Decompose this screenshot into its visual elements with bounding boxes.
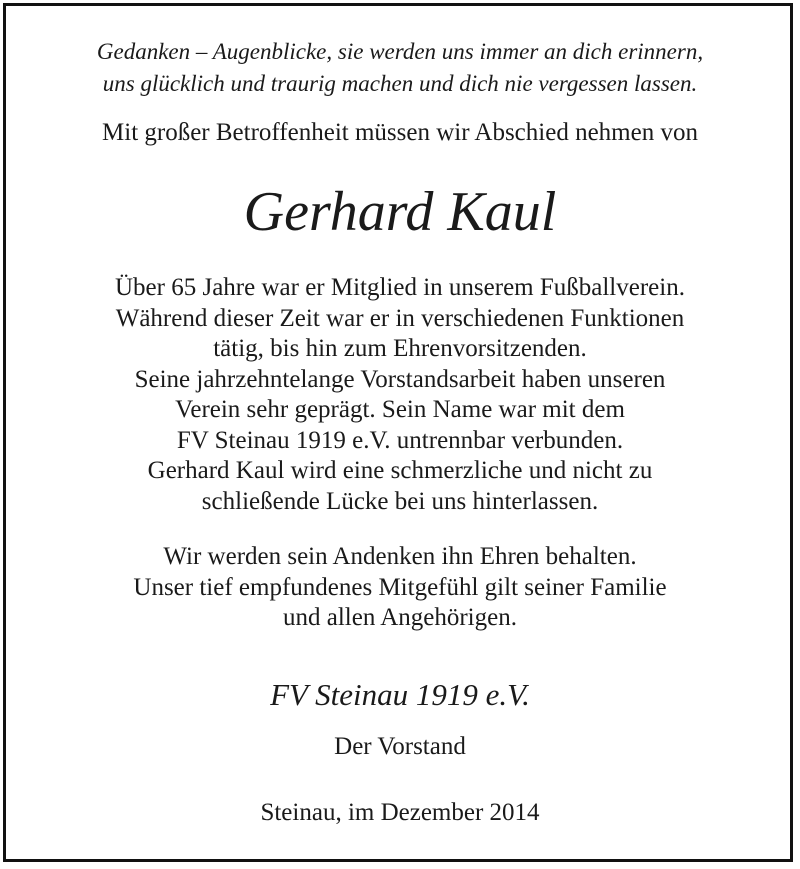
intro-text: Mit großer Betroffenheit müssen wir Abschied nehmen von: [102, 119, 698, 146]
signature-organization: FV Steinau 1919 e.V.: [270, 677, 530, 712]
tribute-line: Während dieser Zeit war er in verschiedenen Funktionen: [115, 305, 685, 332]
condolence-line: und allen Angehörigen.: [283, 604, 517, 631]
motto-line-2: uns glücklich und traurig machen und dich nie vergessen lassen.: [102, 71, 698, 96]
deceased-name: Gerhard Kaul: [243, 181, 557, 243]
tribute-line: Gerhard Kaul wird eine schmerzliche und nicht zu: [147, 457, 653, 484]
tribute-line: Verein sehr geprägt. Sein Name war mit dem: [175, 396, 625, 423]
motto-line-1: Gedanken – Augenblicke, sie werden uns immer an dich erinnern,: [96, 39, 704, 64]
tribute-line: schließende Lücke bei uns hinterlassen.: [201, 488, 599, 515]
signature-board: Der Vorstand: [334, 733, 466, 760]
tribute-line: Über 65 Jahre war er Mitglied in unserem Fußballverein.: [115, 274, 685, 301]
condolence-line: Unser tief empfundenes Mitgefühl gilt seiner Familie: [133, 574, 667, 601]
tribute-line: FV Steinau 1919 e.V. untrennbar verbunden.: [176, 427, 624, 454]
tribute-line: tätig, bis hin zum Ehrenvorsitzenden.: [213, 335, 587, 362]
tribute-line: Seine jahrzehntelange Vorstandsarbeit haben unseren: [134, 366, 666, 393]
condolence-line: Wir werden sein Andenken ihn Ehren behalten.: [163, 543, 637, 570]
place-date: Steinau, im Dezember 2014: [260, 799, 540, 826]
